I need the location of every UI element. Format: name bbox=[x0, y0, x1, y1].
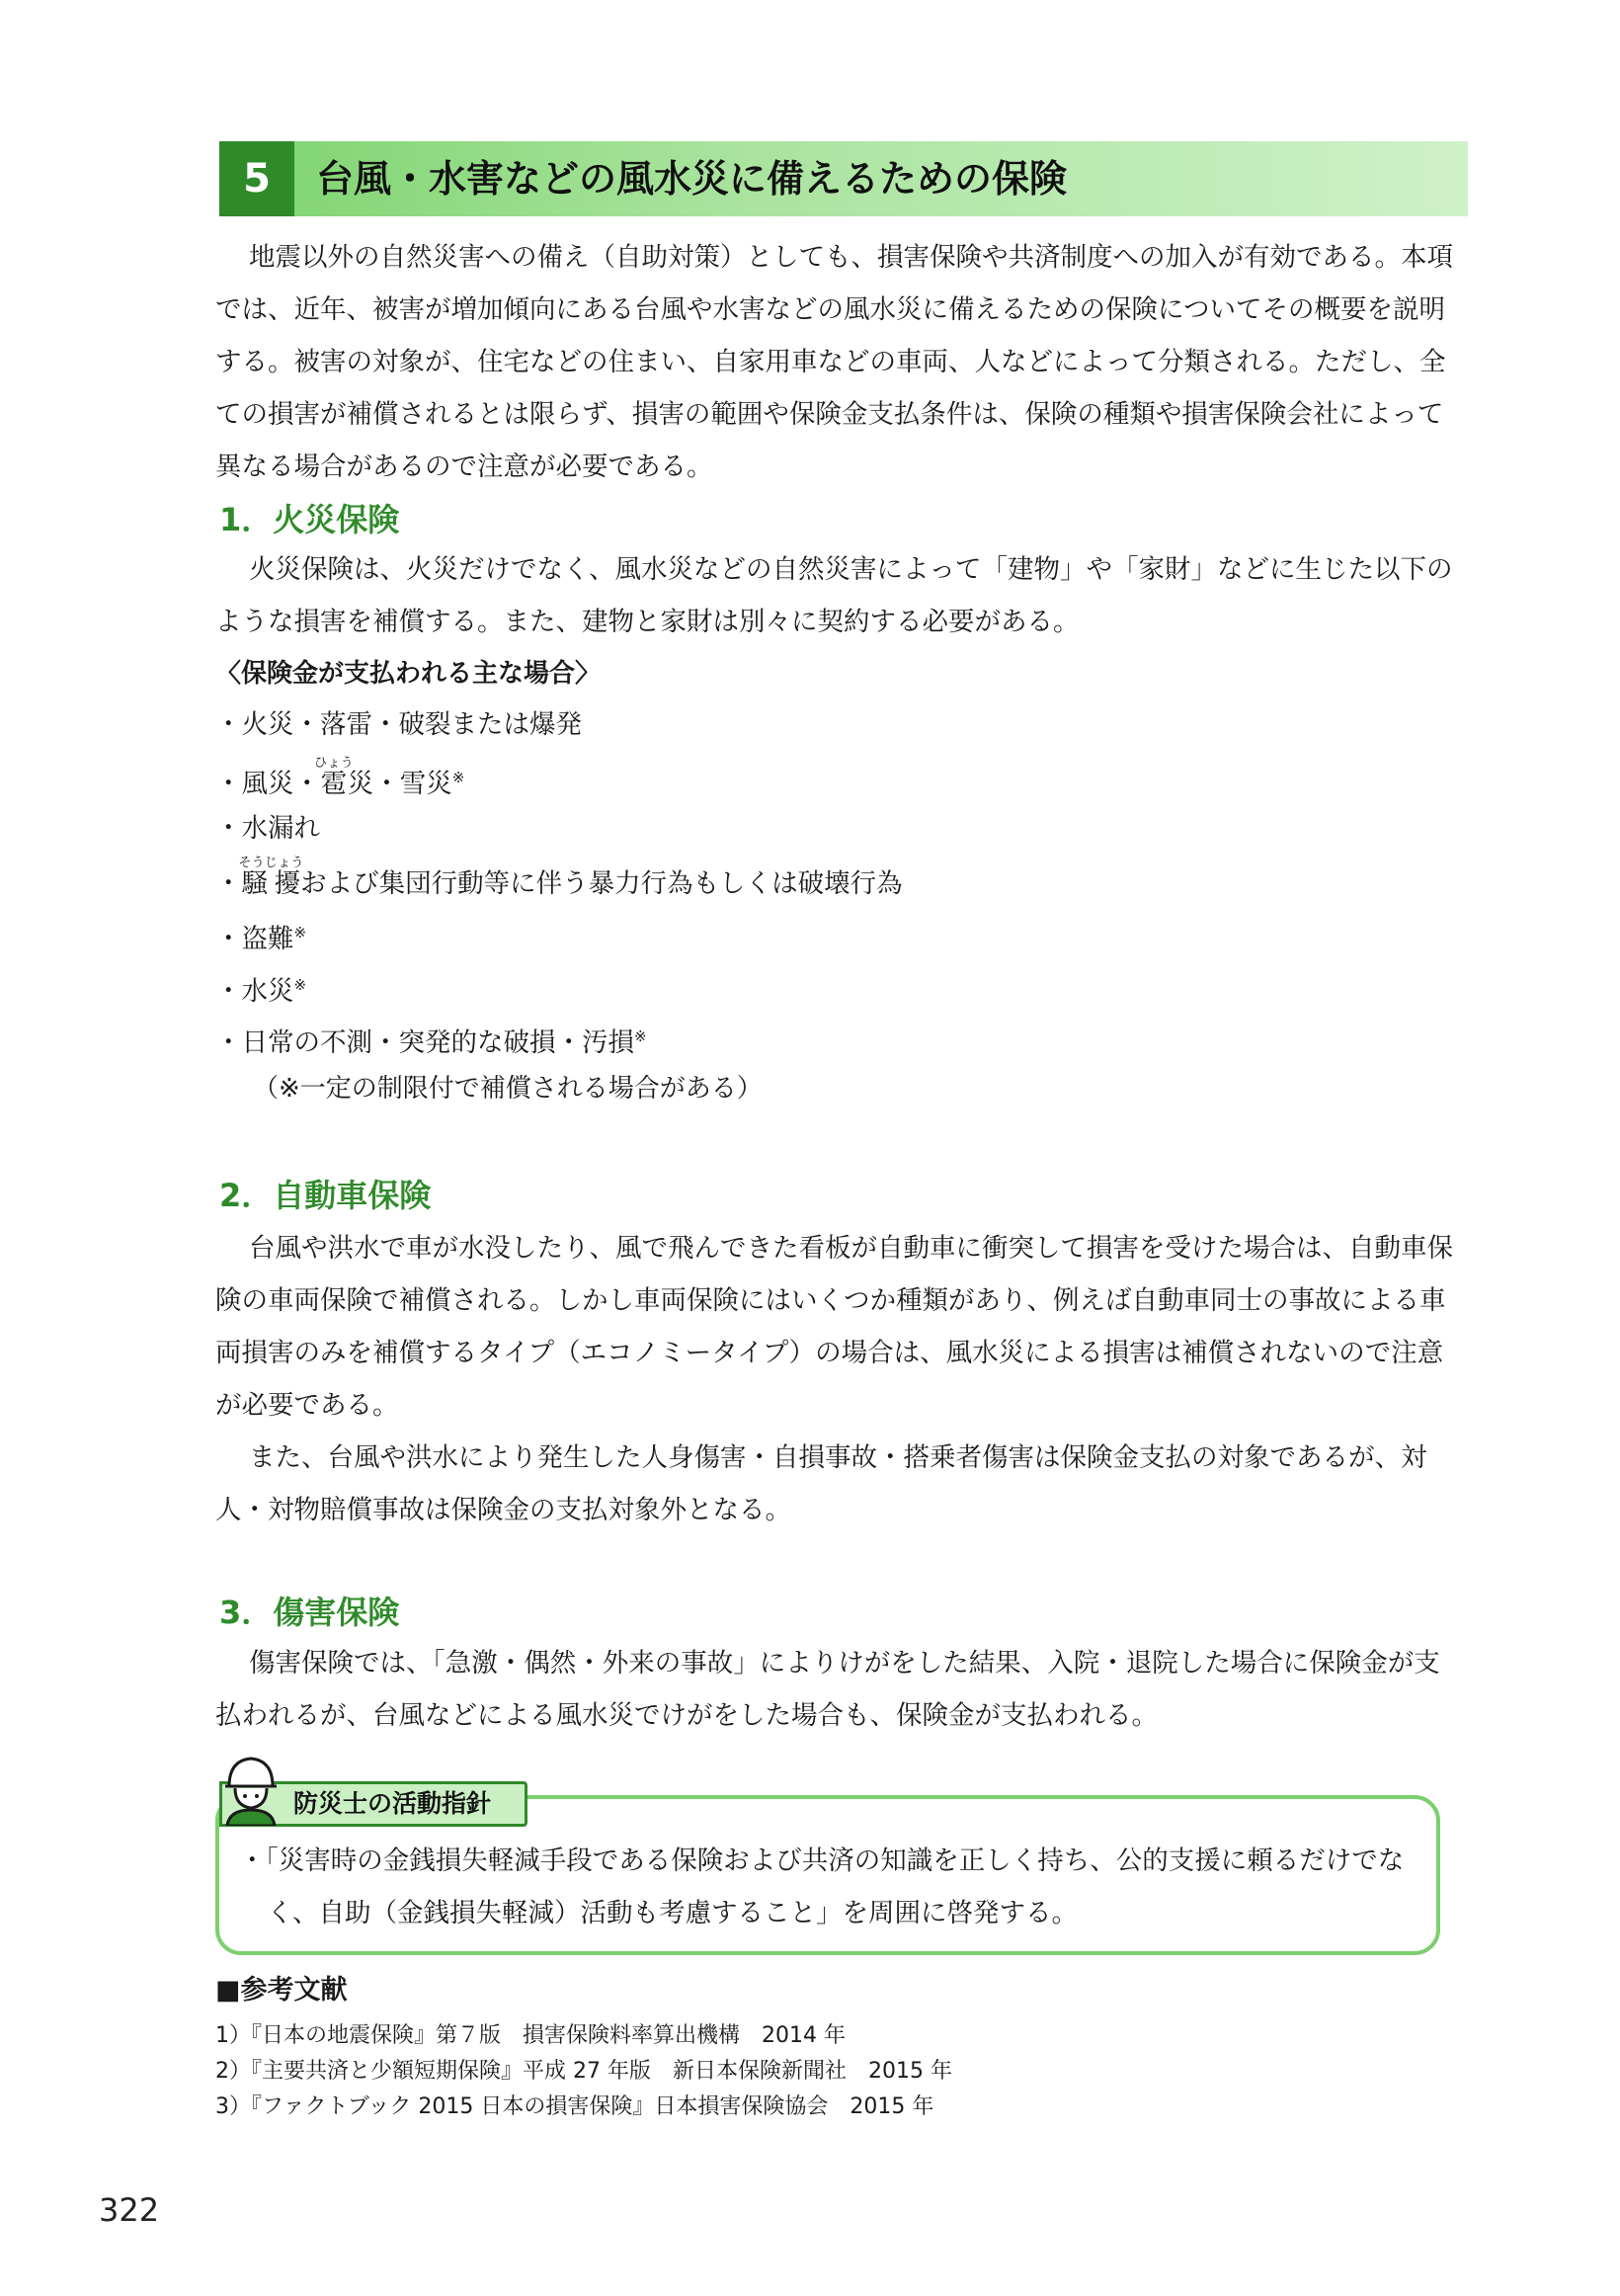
fire-insurance-heading: 1．火災保険 bbox=[219, 501, 400, 538]
reference-item: 1）『日本の地震保険』第７版 損害保険料率算出機構 2014 年 bbox=[215, 2023, 846, 2048]
section-number: 5 bbox=[219, 141, 294, 216]
injury-insurance-paragraph: 傷害保険では、「急激・偶然・外来の事故」によりけがをした結果、入院・退院した場合に保険金が支払われるが、台風などによる風水災でけがをした場合も、保険金が支払われる。 bbox=[215, 1648, 1440, 1731]
list-item: ・ 風災・雹ひょう災・雪災※ bbox=[215, 752, 903, 804]
intro-paragraph: 地震以外の自然災害への備え（自助対策）としても、損害保険や共済制度への加入が有効である。本項では、近年、被害が増加傾向にある台風や水害などの風水災に備えるための保険についてその概要を説明する。被害の対象が、住宅などの住まい、自家用車などの車両、人などによって分類される。ただし、全ての損害が補償されるとは限らず、損害の範囲や保険金支払条件は、保険の種類や損害保険会社によって異なる場合があるので注意が必要である。 bbox=[215, 242, 1453, 482]
auto-insurance-paragraph-1: 台風や洪水で車が水没したり、風で飛んできた看板が自動車に衝突して損害を受けた場合は、自動車保険の車両保険で補償される。しかし車両保険にはいくつか種類があり、例えば自動車同士の事故による車両損害のみを補償するタイプ（エコノミータイプ）の場合は、風水災による損害は補償されないので注意が必要である。 bbox=[215, 1233, 1453, 1421]
reference-item: 3）『ファクトブック 2015 日本の損害保険』日本損害保険協会 2015 年 bbox=[215, 2094, 934, 2119]
list-item: ・ 水漏れ bbox=[215, 803, 903, 856]
guideline-label-text: 防災士の活動指針 bbox=[293, 1789, 492, 1818]
ruby-hyou: 雹ひょう bbox=[314, 755, 354, 799]
list-item: ・ 日常の不測・突発的な破損・汚損※ bbox=[215, 1011, 903, 1063]
section-header bbox=[219, 141, 1468, 216]
disaster-volunteer-helmet-icon bbox=[219, 1751, 283, 1826]
page-number: 322 bbox=[99, 2191, 160, 2229]
auto-insurance-paragraph-2: また、台風や洪水により発生した人身傷害・自損事故・搭乗者傷害は保険金支払の対象であるが、対人・対物賠償事故は保険金の支払対象外となる。 bbox=[215, 1442, 1427, 1525]
guideline-text: ・「災害時の金銭損失軽減手段である保険および共済の知識を正しく持ち、公的支援に頼るだけでなく、自助（金銭損失軽減）活動も考慮すること」を周囲に啓発する。 bbox=[239, 1845, 1405, 1928]
payment-cases-list bbox=[215, 699, 903, 1063]
references-heading: ■参考文献 bbox=[215, 1975, 348, 2006]
list-item: ・ 騒擾そうじょうおよび集団行動等に伴う暴力行為もしくは破壊行為 bbox=[215, 856, 903, 908]
fire-insurance-paragraph: 火災保険は、火災だけでなく、風水災などの自然災害によって「建物」や「家財」などに生じた以下のような損害を補償する。また、建物と家財は別々に契約する必要がある。 bbox=[215, 554, 1453, 637]
auto-insurance-heading: 2．自動車保険 bbox=[219, 1177, 432, 1214]
reference-item: 2）『主要共済と少額短期保険』平成 27 年版 新日本保険新聞社 2015 年 bbox=[215, 2059, 952, 2084]
injury-insurance-heading: 3．傷害保険 bbox=[219, 1594, 400, 1631]
payment-cases-heading: 〈保険金が支払われる主な場合〉 bbox=[215, 659, 602, 689]
limitation-note: （※一定の制限付で補償される場合がある） bbox=[253, 1074, 763, 1104]
section-title: 台風・水害などの風水災に備えるための保険 bbox=[316, 157, 1068, 201]
list-item: ・ 水災※ bbox=[215, 959, 903, 1012]
references-list bbox=[215, 2018, 952, 2125]
ruby-soujou: ・ 騒擾そうじょう bbox=[238, 855, 304, 899]
list-item: ・ 盗難※ bbox=[215, 907, 903, 959]
list-item: ・ 火災・落雷・破裂または爆発 bbox=[215, 699, 903, 752]
